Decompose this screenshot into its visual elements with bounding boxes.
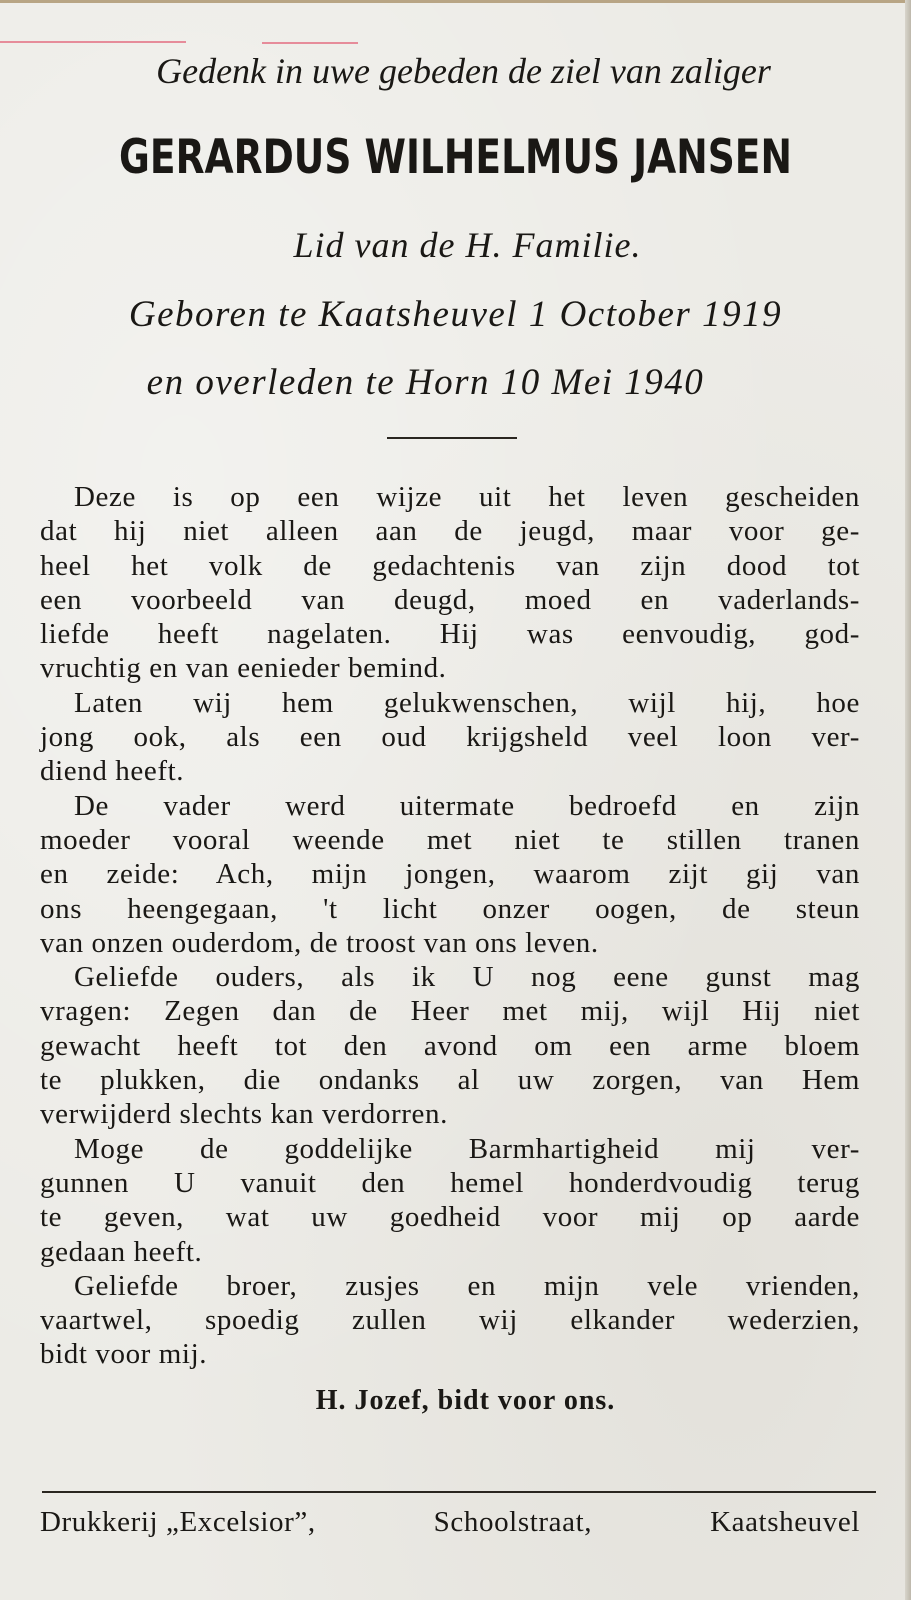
text-line: vruchtig en van eenieder bemind. [40,652,447,685]
memorial-text [40,480,860,1372]
text-line: verwijderd slechts kan verdorren. [40,1098,448,1131]
paragraph [40,960,860,1131]
text-line: Deze is op een wijze uit het leven gescheiden [74,481,860,513]
text-line: een voorbeeld van deugd, moed en vaderlands- [40,583,860,616]
red-pencil-mark [0,41,186,43]
death-line: en overleden te Horn 10 Mei 1940 [146,362,705,403]
paragraph [40,1132,860,1269]
paragraph [40,480,860,686]
text-line: moeder vooral weende met niet te stillen tranen [40,823,860,856]
text-line: gewacht heeft tot den avond om een arme bloem [40,1029,860,1062]
text-line: vaartwel, spoedig zullen wij elkander wederzien, [40,1304,860,1337]
printer-imprint [40,1506,860,1539]
printer-town: Kaatsheuvel [710,1506,860,1538]
text-line: bidt voor mij. [40,1338,208,1371]
membership-line: Lid van de H. Familie. [293,225,642,265]
text-line: te plukken, die ondanks al uw zorgen, van Hem [40,1064,860,1097]
text-line: gunnen U vanuit den hemel honderdvoudig terug [40,1166,860,1199]
printer-name: Drukkerij „Excelsior”, [40,1506,316,1538]
text-line: De vader werd uitermate bedroefd en zijn [74,789,860,822]
paragraph [40,789,860,960]
card-top-edge [0,0,911,3]
text-line: Geliefde ouders, als ik U nog eene gunst mag [74,961,860,994]
red-pencil-mark [262,42,358,44]
closing-prayer: H. Jozef, bidt voor ons. [315,1385,616,1416]
text-line: te geven, wat uw goedheid voor mij op aarde [40,1201,860,1234]
deceased-name: GERARDUS WILHELMUS JANSEN [119,130,792,185]
text-line: liefde heeft nagelaten. Hij was eenvoudig, god- [40,618,860,651]
text-line: vragen: Zegen dan de Heer met mij, wijl Hij niet [40,995,860,1028]
text-line: jong ook, als een oud krijgsheld veel loon ver- [40,721,860,754]
divider-long [42,1491,876,1493]
text-line: Moge de goddelijke Barmhartigheid mij ver- [74,1132,860,1165]
text-line: Laten wij hem gelukwenschen, wijl hij, hoe [74,686,860,719]
text-line: van onzen ouderdom, de troost van ons leven. [40,926,599,959]
text-line: en zeide: Ach, mijn jongen, waarom zijt gij van [40,858,860,891]
divider-short [387,437,517,439]
text-line: heel het volk de gedachtenis van zijn dood tot [40,549,860,582]
birth-line: Geboren te Kaatsheuvel 1 October 1919 [128,294,783,335]
printer-street: Schoolstraat, [433,1506,593,1538]
intro-line: Gedenk in uwe gebeden de ziel van zaliger [156,51,771,91]
text-line: gedaan heeft. [40,1235,203,1268]
text-line: Geliefde broer, zusjes en mijn vele vrienden, [74,1269,860,1302]
paragraph [40,1269,860,1372]
text-line: dat hij niet alleen aan de jeugd, maar voor ge- [40,515,860,548]
paragraph [40,686,860,789]
text-line: ons heengegaan, 't licht onzer oogen, de steun [40,892,860,925]
text-line: diend heeft. [40,755,185,788]
